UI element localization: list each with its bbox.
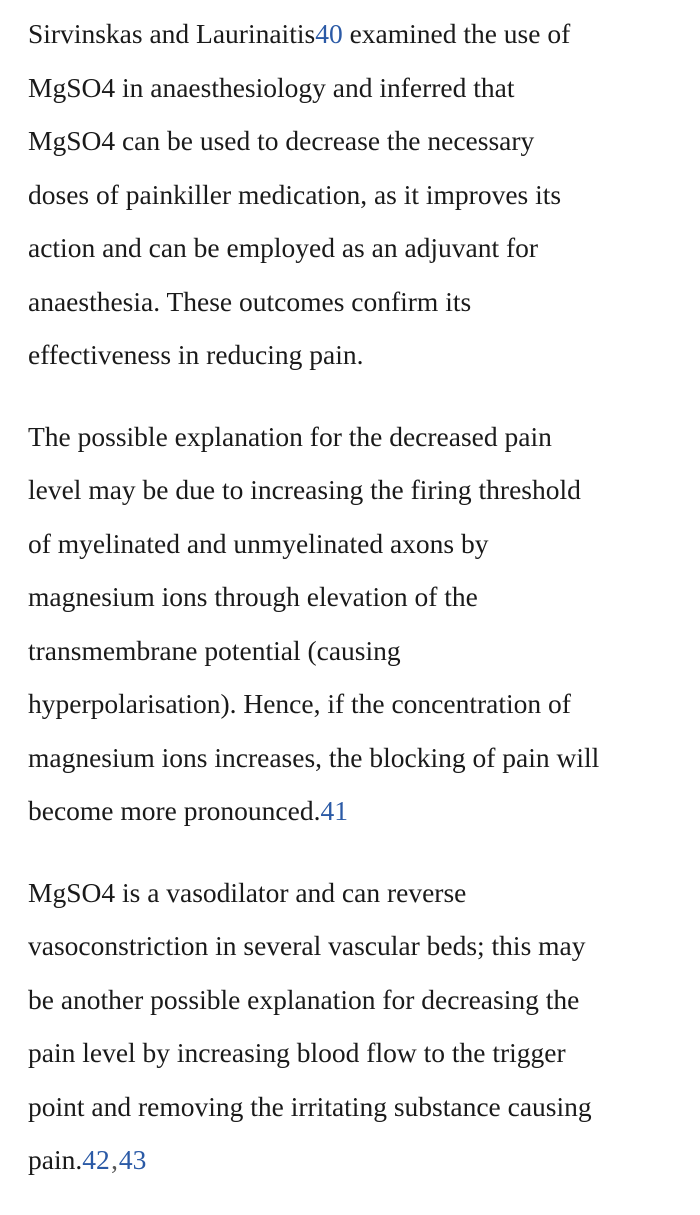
text-line: be another possible explanation for decreasing the: [28, 983, 580, 1015]
text-line: magnesium ions increases, the blocking of pain will: [28, 741, 600, 773]
text-line: transmembrane potential (causing: [28, 634, 401, 666]
paragraph-pain-explanation: [28, 410, 688, 838]
text-line: action and can be employed as an adjuvant for: [28, 232, 539, 263]
article-body: [28, 7, 688, 1215]
text-segment: become more pronounced.: [28, 795, 321, 826]
text-line: [28, 784, 688, 838]
citation-separator: ‚: [109, 1144, 119, 1175]
citation-link-43[interactable]: 43: [118, 1144, 147, 1175]
citation-link-42[interactable]: 42: [82, 1144, 110, 1175]
citation-link-40[interactable]: 40: [315, 18, 343, 49]
text-line: of myelinated and unmyelinated axons by: [28, 527, 489, 559]
text-line: The possible explanation for the decreased pain: [28, 420, 552, 452]
text-line: effectiveness in reducing pain.: [28, 339, 364, 370]
text-line: MgSO4 is a vasodilator and can reverse: [28, 876, 467, 908]
text-line: [28, 1133, 688, 1187]
text-line: point and removing the irritating substance causing: [28, 1090, 592, 1122]
paragraph-vasodilator: [28, 866, 688, 1187]
text-line: pain level by increasing blood flow to the trigger: [28, 1037, 566, 1068]
text-line: MgSO4 can be used to decrease the necessary: [28, 125, 535, 156]
text-line: anaesthesia. These outcomes confirm its: [28, 285, 472, 317]
text-segment: Sirvinskas and Laurinaitis: [28, 18, 316, 49]
text-line: magnesium ions through elevation of the: [28, 581, 478, 612]
text-segment: examined the use of: [342, 18, 571, 49]
text-line: doses of painkiller medication, as it improves its: [28, 178, 562, 210]
text-line: vasoconstriction in several vascular beds; this may: [28, 930, 586, 961]
text-line: [28, 7, 688, 61]
text-line: MgSO4 in anaesthesiology and inferred that: [28, 71, 515, 103]
text-segment: pain.: [28, 1144, 83, 1175]
citation-link-41[interactable]: 41: [320, 795, 348, 826]
paragraph-mgso4-anaesthesiology: [28, 7, 688, 382]
text-line: hyperpolarisation). Hence, if the concentration of: [28, 688, 571, 719]
text-line: level may be due to increasing the firing threshold: [28, 474, 581, 505]
